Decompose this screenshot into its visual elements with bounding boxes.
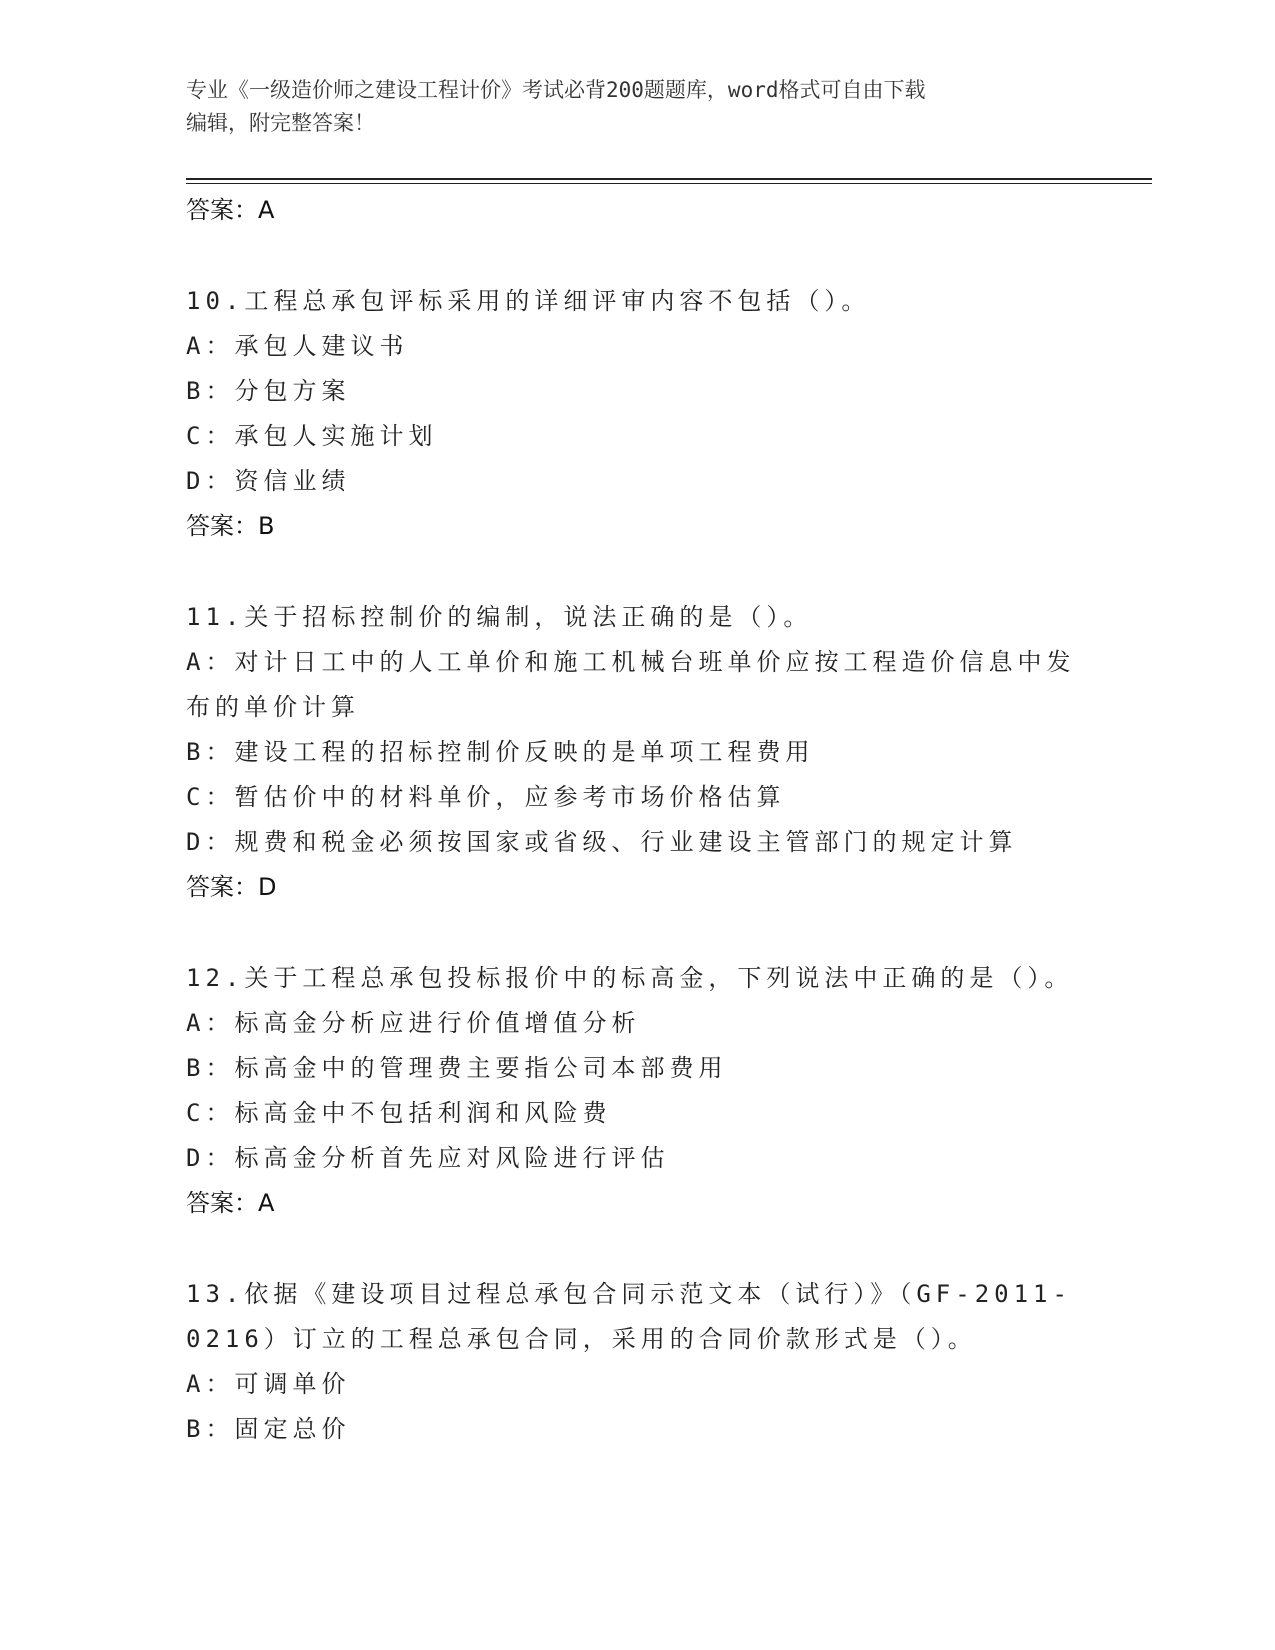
option-a: A：标高金分析应进行价值增值分析 [186, 1009, 641, 1037]
option-d: D：规费和税金必须按国家或省级、行业建设主管部门的规定计算 [186, 828, 1018, 856]
question-10 [186, 279, 1086, 549]
option-d: D：标高金分析首先应对风险进行评估 [186, 1144, 670, 1172]
answer: 答案：A [186, 1189, 275, 1217]
option-b: B：固定总价 [186, 1415, 351, 1443]
answer: 答案：D [186, 873, 277, 901]
document-body [186, 188, 1086, 1452]
page-header [186, 74, 1076, 140]
option-c: C：暂估价中的材料单价，应参考市场价格估算 [186, 783, 786, 811]
question-11 [186, 595, 1086, 910]
option-c: C：承包人实施计划 [186, 422, 438, 450]
option-b: B：分包方案 [186, 377, 351, 405]
header-divider-thick [186, 178, 1152, 180]
option-c: C：标高金中不包括利润和风险费 [186, 1099, 612, 1127]
question-13 [186, 1272, 1086, 1452]
answer-previous: 答案：A [186, 196, 275, 224]
answer: 答案：B [186, 512, 275, 540]
option-b: B：建设工程的招标控制价反映的是单项工程费用 [186, 738, 815, 766]
header-line-2: 编辑，附完整答案！ [186, 111, 375, 135]
question-12 [186, 956, 1086, 1226]
option-a: A：对计日工中的人工单价和施工机械台班单价应按工程造价信息中发布的单价计算 [186, 648, 1076, 721]
option-a: A：承包人建议书 [186, 332, 409, 360]
question-stem: 13.依据《建设项目过程总承包合同示范文本（试行）》（GF-2011-0216）订立的工程总承包合同，采用的合同价款形式是（）。 [186, 1280, 1072, 1353]
header-divider-thin [186, 183, 1152, 184]
option-a: A：可调单价 [186, 1370, 351, 1398]
header-line-1: 专业《一级造价师之建设工程计价》考试必背200题题库，word格式可自由下载 [186, 78, 926, 102]
question-stem: 11.关于招标控制价的编制，说法正确的是（）。 [186, 603, 813, 631]
question-stem: 12.关于工程总承包投标报价中的标高金，下列说法中正确的是（）。 [186, 964, 1074, 992]
question-stem: 10.工程总承包评标采用的详细评审内容不包括（）。 [186, 287, 871, 315]
option-b: B：标高金中的管理费主要指公司本部费用 [186, 1054, 728, 1082]
option-d: D：资信业绩 [186, 467, 351, 495]
